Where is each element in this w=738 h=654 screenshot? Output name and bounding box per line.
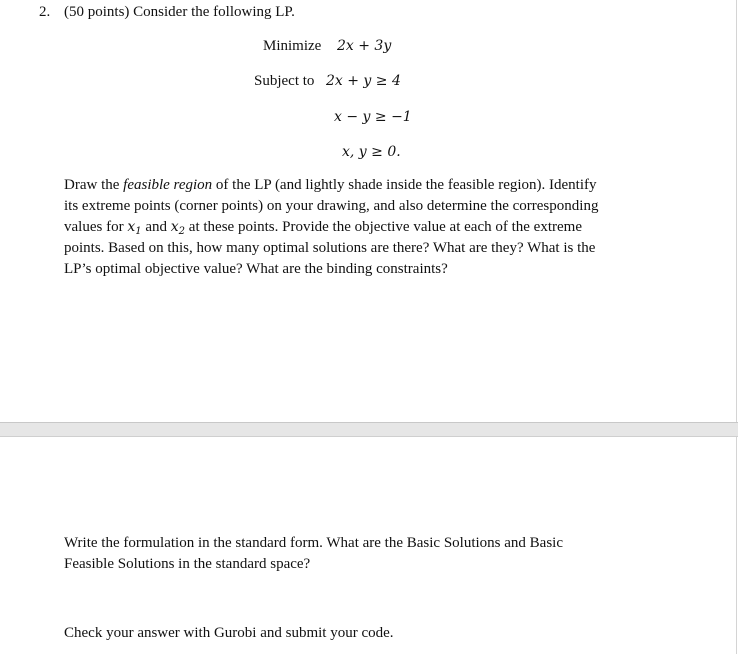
part-c-line-1: Check your answer with Gurobi and submit your code. xyxy=(64,625,394,641)
subject-to-label: Subject to xyxy=(254,73,315,89)
objective-label: Minimize xyxy=(263,38,322,54)
variable-x2: $x_2$ xyxy=(170,219,186,237)
constraint-3: x, y ≥ 0. xyxy=(342,144,401,160)
part-b-line-2: Feasible Solutions in the standard space? xyxy=(64,556,311,572)
question-number: 2. xyxy=(39,4,51,20)
part-a-line-1: Draw the feasible region of the LP (and lightly shade inside the feasible region). Identify xyxy=(64,177,597,193)
part-a-line-2: its extreme points (corner points) on your drawing, and also determine the corresponding xyxy=(64,198,599,214)
part-a-line-4: points. Based on this, how many optimal solutions are there? What are they? What is the xyxy=(64,240,596,256)
constraint-1: 2x + y ≥ 4 xyxy=(326,73,401,89)
constraint-2: x − y ≥ −1 xyxy=(334,109,412,125)
part-a-line-5: LP’s optimal objective value? What are the binding constraints? xyxy=(64,261,448,277)
part-c-paragraph xyxy=(64,623,644,644)
objective-expression: 2x + 3y xyxy=(337,38,392,54)
part-b-line-1: Write the formulation in the standard form. What are the Basic Solutions and Basic xyxy=(64,535,563,551)
feasible-region-emphasis: feasible region xyxy=(123,177,213,193)
question-header: (50 points) Consider the following LP. xyxy=(64,4,295,20)
part-b-paragraph xyxy=(64,533,644,575)
variable-x1: $x_1$ xyxy=(127,219,142,237)
page-separator xyxy=(0,422,738,437)
part-a-line-3: values for $x_1$ and $x_2$ at these points. Provide the objective value at each of the extreme xyxy=(64,219,582,237)
part-a-paragraph xyxy=(64,175,644,280)
